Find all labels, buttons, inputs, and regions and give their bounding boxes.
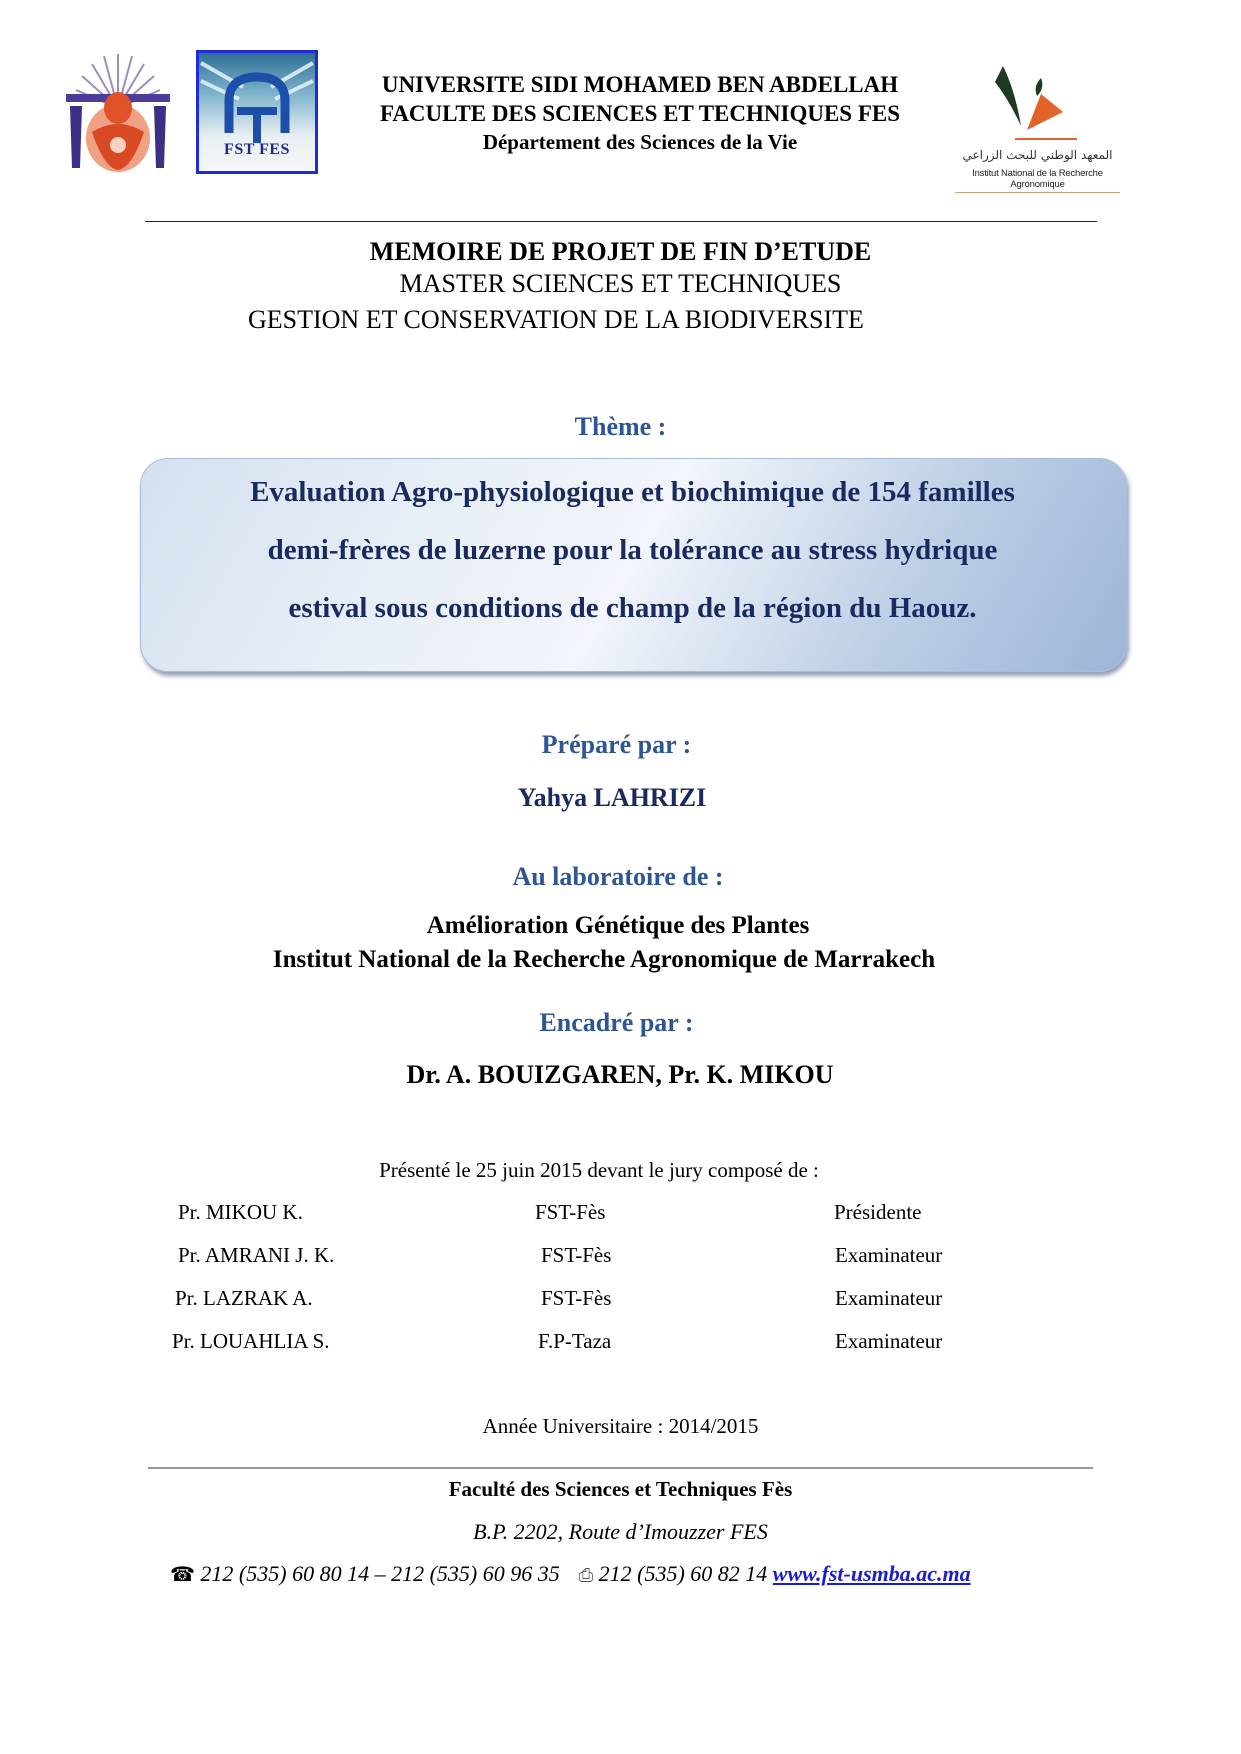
jury-member-role: Examinateur — [835, 1286, 943, 1310]
supervised-label: Encadré par : — [539, 1008, 694, 1037]
jury-member-institution: FST-Fès — [541, 1286, 612, 1310]
jury-intro: Présenté le 25 juin 2015 devant le jury composé de : — [379, 1158, 819, 1182]
jury-member-role: Présidente — [834, 1200, 922, 1224]
jury-member-role: Examinateur — [835, 1329, 943, 1353]
inra-logo — [955, 60, 1120, 190]
faculty-name: FACULTE DES SCIENCES ET TECHNIQUES FES — [379, 101, 901, 126]
jury-member-role: Examinateur — [835, 1243, 943, 1267]
theme-title-line-2: demi-frères de luzerne pour la tolérance au stress hydrique — [267, 534, 998, 566]
inra-logo-label: Institut National de la Recherche Agronomique — [955, 168, 1120, 193]
usmba-logo — [62, 50, 174, 178]
footer-address: B.P. 2202, Route d’Imouzzer FES — [473, 1519, 768, 1544]
jury-member-name: Pr. LAZRAK A. — [175, 1286, 313, 1310]
specialty-title: GESTION ET CONSERVATION DE LA BIODIVERSITE — [248, 305, 864, 334]
theme-title-line-3: estival sous conditions de champ de la région du Haouz. — [288, 592, 977, 624]
department-name: Département des Sciences de la Vie — [482, 130, 798, 154]
jury-member-name: Pr. LOUAHLIA S. — [172, 1329, 330, 1353]
fst-fes-logo — [196, 50, 318, 174]
inra-logo-arabic: المعهد الوطني للبحث الزراعي — [962, 148, 1113, 162]
fax-icon: ⎙ — [578, 1565, 594, 1586]
footer-fax: 212 (535) 60 82 14 — [598, 1561, 768, 1586]
academic-year: Année Universitaire : 2014/2015 — [482, 1414, 759, 1438]
website-link[interactable]: www.fst-usmba.ac.ma — [772, 1561, 971, 1586]
memoire-title: MEMOIRE DE PROJET DE FIN D’ETUDE — [369, 237, 872, 266]
fst-fes-logo-label: FST FES — [224, 141, 290, 158]
footer-phones: 212 (535) 60 80 14 – 212 (535) 60 96 35 — [200, 1561, 560, 1586]
jury-member-institution: F.P-Taza — [538, 1329, 612, 1353]
header-divider — [145, 221, 1097, 222]
footer-contact — [170, 1561, 971, 1587]
theme-label: Thème : — [574, 412, 667, 441]
jury-member-name: Pr. MIKOU K. — [178, 1200, 303, 1224]
laboratory-label: Au laboratoire de : — [512, 862, 724, 891]
prepared-label: Préparé par : — [541, 730, 692, 759]
footer-faculty: Faculté des Sciences et Techniques Fès — [448, 1477, 793, 1501]
footer-divider — [148, 1467, 1093, 1469]
laboratory-name: Amélioration Génétique des Plantes — [426, 912, 810, 939]
jury-member-institution: FST-Fès — [535, 1200, 606, 1224]
student-name: Yahya LAHRIZI — [517, 783, 707, 812]
master-title: MASTER SCIENCES ET TECHNIQUES — [399, 269, 842, 298]
supervisor-names: Dr. A. BOUIZGAREN, Pr. K. MIKOU — [406, 1060, 834, 1089]
phone-icon: ☎ — [170, 1562, 195, 1586]
jury-member-institution: FST-Fès — [541, 1243, 612, 1267]
theme-title-line-1: Evaluation Agro-physiologique et biochimique de 154 familles — [250, 476, 1015, 508]
laboratory-institute: Institut National de la Recherche Agronomique de Marrakech — [272, 946, 936, 973]
jury-member-name: Pr. AMRANI J. K. — [178, 1243, 335, 1267]
university-name: UNIVERSITE SIDI MOHAMED BEN ABDELLAH — [381, 72, 899, 97]
